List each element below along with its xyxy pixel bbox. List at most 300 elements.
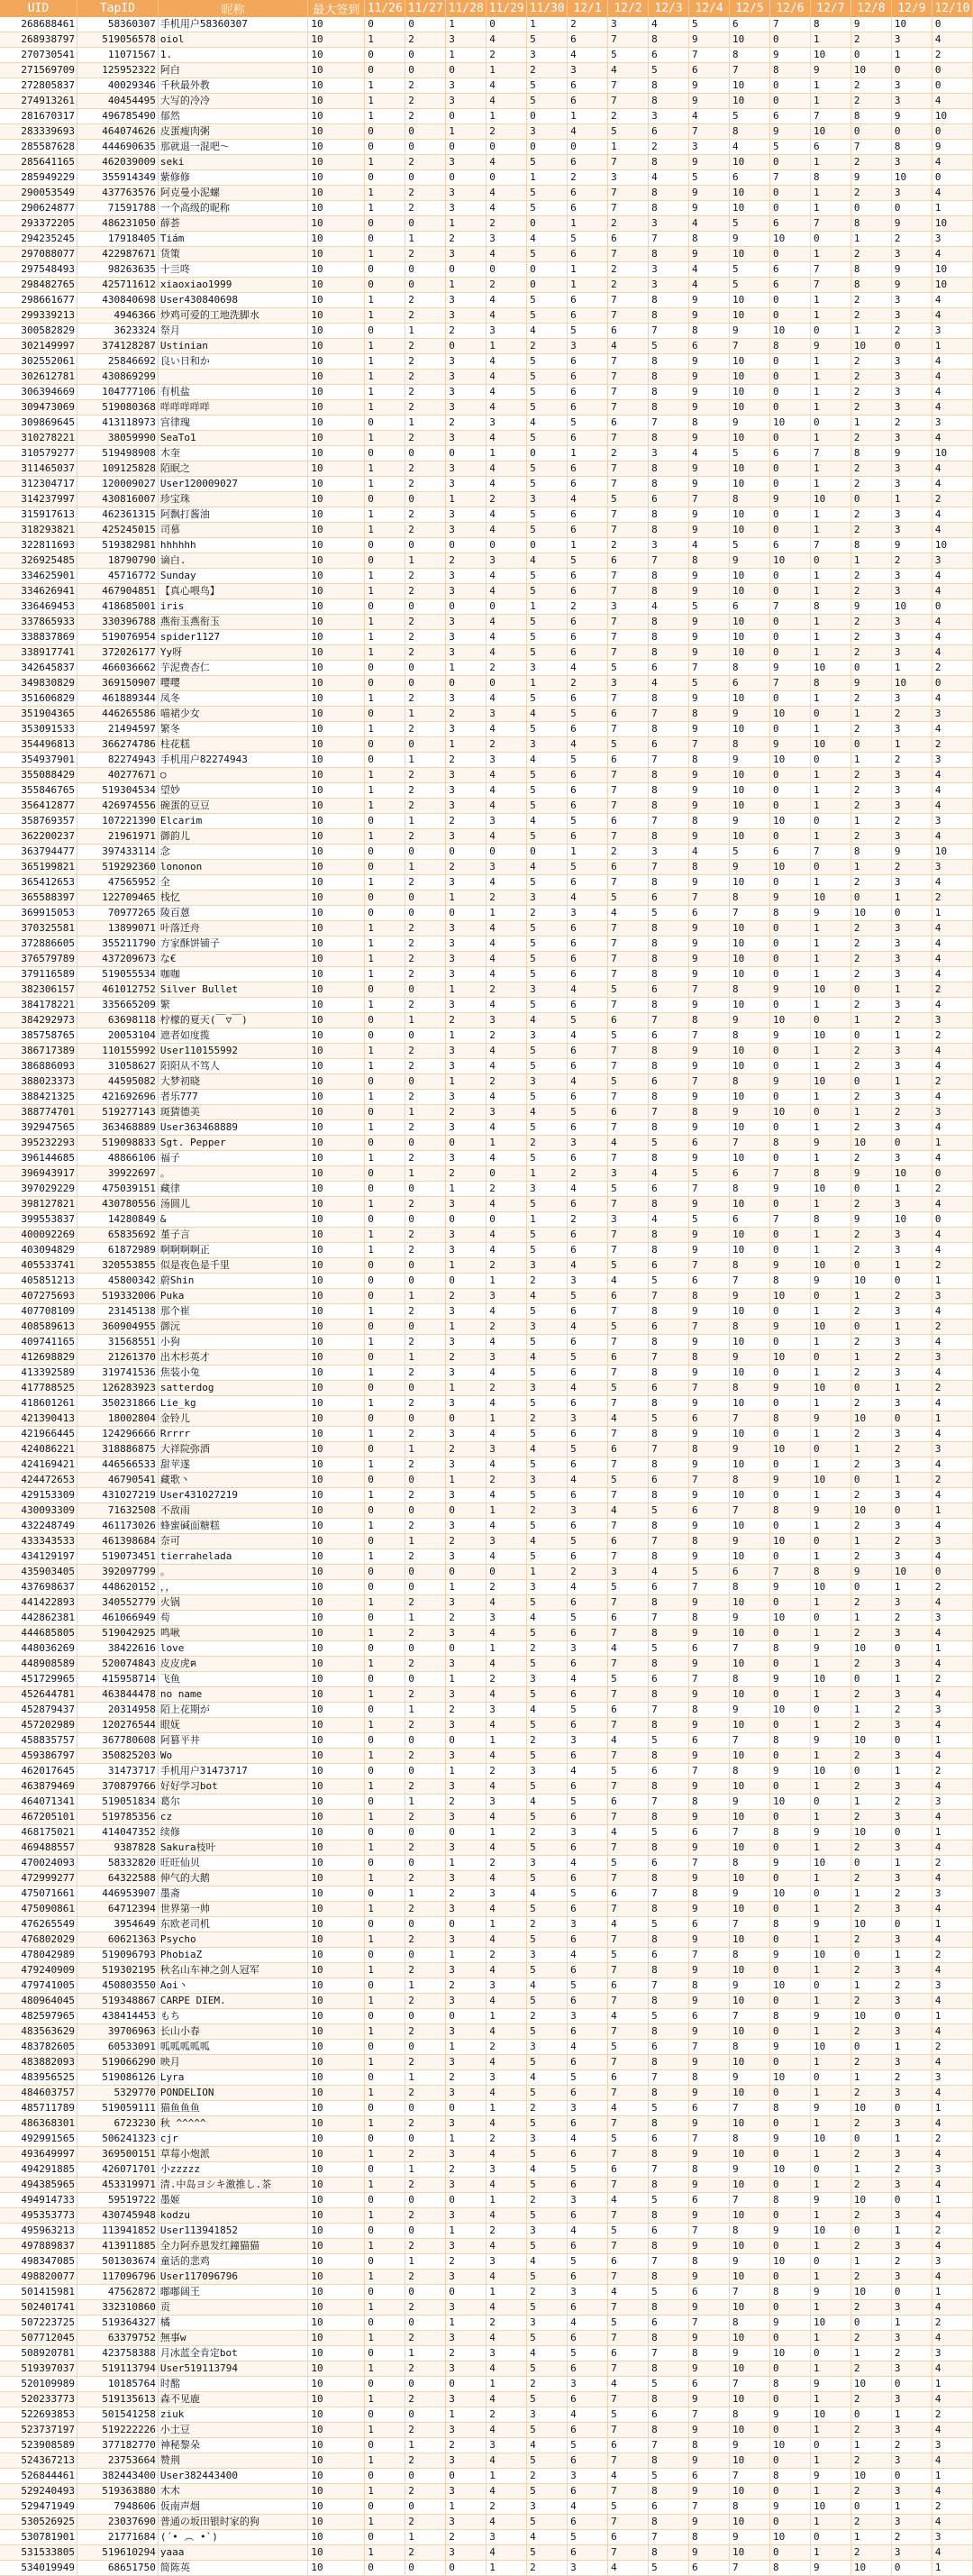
day-cell: 2	[850, 1549, 891, 1565]
table-row	[0, 186, 973, 201]
day-cell: 9	[689, 1304, 730, 1320]
day-cell: 4	[932, 1396, 972, 1411]
day-cell: 10	[769, 1442, 810, 1457]
day-cell: 3	[527, 1074, 568, 1090]
table-row	[0, 1503, 973, 1519]
day-cell: 4	[932, 1994, 972, 2009]
max-signin-cell: 10	[308, 1228, 365, 1243]
uid-cell: 388774701	[0, 1105, 77, 1120]
day-cell: 3	[446, 1810, 486, 1825]
day-cell: 6	[608, 324, 649, 339]
table-row	[0, 753, 973, 768]
day-cell: 0	[769, 1519, 810, 1534]
day-cell: 4	[932, 2453, 972, 2469]
day-cell: 6	[568, 1335, 608, 1350]
day-cell: 2	[405, 2300, 446, 2316]
nickname-cell: 汤圆儿	[158, 1197, 307, 1212]
day-cell: 0	[769, 829, 810, 845]
table-row	[0, 599, 973, 615]
day-cell: 4	[932, 2484, 972, 2499]
day-cell: 6	[730, 1565, 770, 1580]
day-cell: 0	[810, 1442, 850, 1457]
nickname-cell: 神秘黎朵	[158, 2438, 307, 2453]
max-signin-cell: 10	[308, 1166, 365, 1182]
column-header: 12/4	[689, 0, 730, 17]
day-cell: 5	[527, 2270, 568, 2285]
day-cell: 0	[405, 1182, 446, 1197]
day-cell: 8	[649, 1228, 689, 1243]
day-cell: 3	[891, 1549, 932, 1565]
day-cell: 2	[850, 1749, 891, 1764]
day-cell: 3	[932, 2346, 972, 2361]
day-cell: 3	[446, 630, 486, 645]
max-signin-cell: 10	[308, 1779, 365, 1795]
uid-cell: 498347085	[0, 2254, 77, 2270]
day-cell: 8	[730, 48, 770, 63]
day-cell: 4	[486, 1657, 527, 1672]
day-cell: 0	[769, 1151, 810, 1166]
day-cell: 6	[689, 2377, 730, 2392]
day-cell: 10	[730, 1657, 770, 1672]
max-signin-cell: 10	[308, 1090, 365, 1105]
nickname-cell: 全	[158, 875, 307, 891]
day-cell: 9	[932, 140, 972, 155]
tapid-cell: 60533091	[77, 2040, 158, 2055]
day-cell: 6	[568, 1396, 608, 1411]
table-row	[0, 952, 973, 967]
day-cell: 4	[932, 722, 972, 737]
day-cell: 3	[891, 829, 932, 845]
day-cell: 9	[769, 2316, 810, 2331]
day-cell: 4	[932, 1059, 972, 1074]
table-row	[0, 891, 973, 906]
day-cell: 8	[689, 1703, 730, 1718]
day-cell: 2	[850, 1810, 891, 1825]
day-cell: 6	[689, 1503, 730, 1519]
day-cell: 0	[365, 124, 405, 140]
day-cell: 8	[649, 722, 689, 737]
day-cell: 1	[365, 2453, 405, 2469]
day-cell: 3	[446, 722, 486, 737]
day-cell: 5	[649, 2561, 689, 2576]
uid-cell: 507712045	[0, 2331, 77, 2346]
day-cell: 6	[568, 293, 608, 308]
day-cell: 7	[769, 17, 810, 32]
day-cell: 4	[486, 2086, 527, 2101]
day-cell: 4	[527, 707, 568, 722]
day-cell: 1	[446, 1856, 486, 1871]
tapid-cell: 39922697	[77, 1166, 158, 1182]
day-cell: 9	[689, 308, 730, 324]
day-cell: 1	[810, 1718, 850, 1733]
day-cell: 8	[769, 2377, 810, 2392]
day-cell: 9	[769, 48, 810, 63]
day-cell: 6	[568, 1243, 608, 1258]
day-cell: 5	[649, 63, 689, 78]
day-cell: 7	[608, 799, 649, 814]
day-cell: 5	[608, 1764, 649, 1779]
day-cell: 1	[405, 416, 446, 431]
day-cell: 8	[769, 339, 810, 354]
day-cell: 1	[891, 2316, 932, 2331]
day-cell: 9	[689, 1963, 730, 1978]
day-cell: 2	[932, 661, 972, 676]
day-cell: 4	[527, 1886, 568, 1902]
day-cell: 1	[810, 2178, 850, 2193]
max-signin-cell: 10	[308, 477, 365, 492]
day-cell: 0	[810, 2070, 850, 2086]
tapid-cell: 519113794	[77, 2361, 158, 2377]
tapid-cell: 366274786	[77, 737, 158, 753]
max-signin-cell: 10	[308, 1902, 365, 1917]
day-cell: 1	[810, 2423, 850, 2438]
day-cell: 4	[649, 1212, 689, 1228]
day-cell: 2	[850, 2147, 891, 2162]
day-cell: 0	[850, 2499, 891, 2515]
tapid-cell: 461012752	[77, 982, 158, 998]
day-cell: 6	[608, 2346, 649, 2361]
table-row	[0, 1948, 973, 1963]
uid-cell: 297088077	[0, 247, 77, 262]
day-cell: 7	[608, 2392, 649, 2407]
day-cell: 2	[850, 400, 891, 416]
day-cell: 4	[932, 691, 972, 707]
day-cell: 2	[850, 1902, 891, 1917]
day-cell: 5	[527, 936, 568, 952]
day-cell: 0	[365, 1182, 405, 1197]
day-cell: 8	[649, 1243, 689, 1258]
day-cell: 4	[486, 936, 527, 952]
day-cell: 4	[486, 2178, 527, 2193]
day-cell: 4	[527, 1350, 568, 1366]
table-row	[0, 2270, 973, 2285]
day-cell: 0	[769, 78, 810, 94]
day-cell: 2	[486, 492, 527, 507]
uid-cell: 354937901	[0, 753, 77, 768]
day-cell: 0	[850, 124, 891, 140]
day-cell: 2	[486, 891, 527, 906]
day-cell: 0	[769, 1994, 810, 2009]
day-cell: 1	[527, 599, 568, 615]
day-cell: 2	[486, 1028, 527, 1044]
day-cell: 0	[365, 845, 405, 860]
day-cell: 5	[527, 799, 568, 814]
day-cell: 1	[891, 492, 932, 507]
day-cell: 1	[932, 1917, 972, 1932]
day-cell: 3	[486, 2346, 527, 2361]
max-signin-cell: 10	[308, 1182, 365, 1197]
day-cell: 6	[568, 1902, 608, 1917]
day-cell: 9	[689, 155, 730, 170]
day-cell: 1	[850, 1886, 891, 1902]
uid-cell: 452879437	[0, 1703, 77, 1718]
day-cell: 0	[769, 1059, 810, 1074]
day-cell: 10	[730, 155, 770, 170]
day-cell: 10	[810, 2499, 850, 2515]
nickname-cell: 葛尔	[158, 1795, 307, 1810]
day-cell: 0	[810, 1534, 850, 1549]
day-cell: 10	[850, 1733, 891, 1749]
day-cell: 8	[689, 1795, 730, 1810]
day-cell: 8	[769, 1917, 810, 1932]
day-cell: 6	[568, 2392, 608, 2407]
day-cell: 4	[608, 1274, 649, 1289]
max-signin-cell: 10	[308, 1948, 365, 1963]
day-cell: 1	[486, 63, 527, 78]
day-cell: 5	[527, 2208, 568, 2224]
day-cell: 2	[405, 477, 446, 492]
day-cell: 1	[891, 1473, 932, 1488]
uid-cell: 376579789	[0, 952, 77, 967]
day-cell: 0	[365, 1703, 405, 1718]
nickname-cell: Tiám	[158, 232, 307, 247]
day-cell: 9	[689, 799, 730, 814]
day-cell: 0	[446, 63, 486, 78]
day-cell: 7	[689, 661, 730, 676]
day-cell: 6	[568, 1488, 608, 1503]
table-row	[0, 1641, 973, 1657]
day-cell: 2	[850, 94, 891, 109]
uid-cell: 451729965	[0, 1672, 77, 1687]
tapid-cell: 430840698	[77, 293, 158, 308]
uid-cell: 452644781	[0, 1687, 77, 1703]
tapid-cell: 519292360	[77, 860, 158, 875]
day-cell: 1	[891, 1856, 932, 1871]
uid-cell: 363794477	[0, 845, 77, 860]
uid-cell: 290053549	[0, 186, 77, 201]
day-cell: 2	[446, 1166, 486, 1182]
uid-cell: 309869645	[0, 416, 77, 431]
day-cell: 2	[405, 584, 446, 599]
day-cell: 0	[446, 2469, 486, 2484]
day-cell: 1	[365, 2484, 405, 2499]
day-cell: 1	[365, 1044, 405, 1059]
tapid-cell: 501541258	[77, 2407, 158, 2423]
max-signin-cell: 10	[308, 1197, 365, 1212]
max-signin-cell: 10	[308, 538, 365, 553]
day-cell: 7	[608, 1657, 649, 1672]
day-cell: 10	[730, 32, 770, 48]
day-cell: 5	[527, 1304, 568, 1320]
day-cell: 8	[649, 247, 689, 262]
day-cell: 1	[932, 1411, 972, 1427]
day-cell: 0	[891, 2377, 932, 2392]
table-row	[0, 1427, 973, 1442]
day-cell: 7	[649, 553, 689, 569]
day-cell: 4	[568, 1381, 608, 1396]
day-cell: 6	[568, 186, 608, 201]
day-cell: 2	[850, 2300, 891, 2316]
day-cell: 4	[932, 1488, 972, 1503]
uid-cell: 448036269	[0, 1641, 77, 1657]
tapid-cell: 110155992	[77, 1044, 158, 1059]
uid-cell: 530781901	[0, 2530, 77, 2545]
day-cell: 5	[527, 1090, 568, 1105]
nickname-cell: SeaTo1	[158, 431, 307, 446]
day-cell: 2	[891, 1105, 932, 1120]
day-cell: 8	[810, 1212, 850, 1228]
day-cell: 2	[527, 2193, 568, 2208]
day-cell: 1	[365, 783, 405, 799]
max-signin-cell: 10	[308, 645, 365, 661]
day-cell: 4	[932, 32, 972, 48]
day-cell: 7	[608, 2055, 649, 2070]
day-cell: 3	[649, 216, 689, 232]
tapid-cell: 430780556	[77, 1197, 158, 1212]
day-cell: 2	[405, 1335, 446, 1350]
table-row	[0, 1488, 973, 1503]
day-cell: 3	[891, 2361, 932, 2377]
day-cell: 5	[608, 2224, 649, 2239]
day-cell: 6	[649, 891, 689, 906]
day-cell: 7	[730, 1503, 770, 1519]
day-cell: 1	[486, 339, 527, 354]
day-cell: 0	[405, 124, 446, 140]
day-cell: 3	[891, 1457, 932, 1473]
day-cell: 8	[689, 1886, 730, 1902]
max-signin-cell: 10	[308, 1580, 365, 1595]
day-cell: 2	[405, 1304, 446, 1320]
day-cell: 1	[891, 1182, 932, 1197]
day-cell: 4	[932, 998, 972, 1013]
table-row	[0, 630, 973, 645]
day-cell: 4	[527, 1978, 568, 1994]
day-cell: 1	[365, 1718, 405, 1733]
day-cell: 6	[649, 1320, 689, 1335]
nickname-cell: User117096796	[158, 2270, 307, 2285]
day-cell: 3	[446, 2484, 486, 2499]
tapid-cell: 335665209	[77, 998, 158, 1013]
day-cell: 2	[446, 1978, 486, 1994]
day-cell: 3	[891, 1994, 932, 2009]
day-cell: 9	[689, 1902, 730, 1917]
tapid-cell: 519059111	[77, 2101, 158, 2116]
tapid-cell: 3623324	[77, 324, 158, 339]
day-cell: 1	[568, 216, 608, 232]
day-cell: 2	[850, 1335, 891, 1350]
day-cell: 0	[769, 2300, 810, 2316]
day-cell: 3	[446, 783, 486, 799]
max-signin-cell: 10	[308, 1611, 365, 1626]
day-cell: 2	[446, 1442, 486, 1457]
table-row	[0, 2009, 973, 2024]
uid-cell: 365588397	[0, 891, 77, 906]
day-cell: 6	[689, 339, 730, 354]
uid-cell: 285587628	[0, 140, 77, 155]
day-cell: 9	[730, 753, 770, 768]
table-row	[0, 2116, 973, 2132]
day-cell: 1	[365, 1120, 405, 1136]
day-cell: 2	[608, 262, 649, 278]
table-row	[0, 2224, 973, 2239]
day-cell: 0	[405, 2009, 446, 2024]
day-cell: 4	[932, 2239, 972, 2254]
day-cell: 2	[446, 1534, 486, 1549]
tapid-cell: 370879766	[77, 1779, 158, 1795]
day-cell: 0	[527, 262, 568, 278]
day-cell: 3	[486, 1442, 527, 1457]
day-cell: 5	[527, 2331, 568, 2346]
table-row	[0, 1795, 973, 1810]
day-cell: 6	[649, 2316, 689, 2331]
day-cell: 8	[649, 2484, 689, 2499]
max-signin-cell: 10	[308, 599, 365, 615]
tapid-cell: 437209673	[77, 952, 158, 967]
day-cell: 10	[769, 707, 810, 722]
table-row	[0, 1028, 973, 1044]
day-cell: 6	[568, 247, 608, 262]
day-cell: 7	[730, 63, 770, 78]
column-header: 12/7	[810, 0, 850, 17]
day-cell: 8	[649, 2178, 689, 2193]
day-cell: 2	[405, 1902, 446, 1917]
day-cell: 2	[850, 2086, 891, 2101]
tapid-cell: 519042925	[77, 1626, 158, 1641]
day-cell: 1	[365, 1366, 405, 1381]
day-cell: 4	[730, 140, 770, 155]
day-cell: 9	[689, 2086, 730, 2101]
day-cell: 8	[730, 1856, 770, 1871]
table-row	[0, 1473, 973, 1488]
day-cell: 2	[446, 232, 486, 247]
day-cell: 1	[810, 2545, 850, 2561]
day-cell: 4	[568, 1320, 608, 1335]
day-cell: 6	[568, 32, 608, 48]
day-cell: 6	[568, 507, 608, 523]
day-cell: 2	[850, 1687, 891, 1703]
day-cell: 6	[568, 1304, 608, 1320]
uid-cell: 519397037	[0, 2361, 77, 2377]
day-cell: 5	[527, 1779, 568, 1795]
day-cell: 0	[365, 753, 405, 768]
table-row	[0, 32, 973, 48]
day-cell: 1	[810, 2055, 850, 2070]
day-cell: 3	[891, 1963, 932, 1978]
day-cell: 3	[527, 124, 568, 140]
uid-cell: 356412877	[0, 799, 77, 814]
day-cell: 2	[891, 753, 932, 768]
day-cell: 9	[769, 1856, 810, 1871]
day-cell: 10	[730, 2270, 770, 2285]
nickname-cell: 阿克曼小泥螺	[158, 186, 307, 201]
day-cell: 0	[769, 584, 810, 599]
table-row	[0, 615, 973, 630]
uid-cell: 507223725	[0, 2316, 77, 2331]
day-cell: 5	[649, 2101, 689, 2116]
day-cell: 10	[891, 676, 932, 691]
day-cell: 3	[891, 94, 932, 109]
nickname-cell: 。	[158, 1166, 307, 1182]
uid-cell: 476265549	[0, 1917, 77, 1932]
table-row	[0, 1534, 973, 1549]
nickname-cell: 奈可	[158, 1534, 307, 1549]
nickname-cell: 仮南声烟	[158, 2499, 307, 2515]
day-cell: 9	[689, 584, 730, 599]
day-cell: 1	[486, 109, 527, 124]
day-cell: 10	[730, 1396, 770, 1411]
nickname-cell: PONDELION	[158, 2086, 307, 2101]
nickname-cell: 秋名山车神之剑人冠军	[158, 1963, 307, 1978]
day-cell: 6	[568, 2300, 608, 2316]
day-cell: 2	[891, 814, 932, 829]
day-cell: 9	[810, 2009, 850, 2024]
day-cell: 9	[730, 1978, 770, 1994]
day-cell: 6	[769, 446, 810, 461]
day-cell: 3	[527, 1856, 568, 1871]
day-cell: 8	[649, 921, 689, 936]
day-cell: 1	[365, 1902, 405, 1917]
day-cell: 7	[608, 354, 649, 370]
